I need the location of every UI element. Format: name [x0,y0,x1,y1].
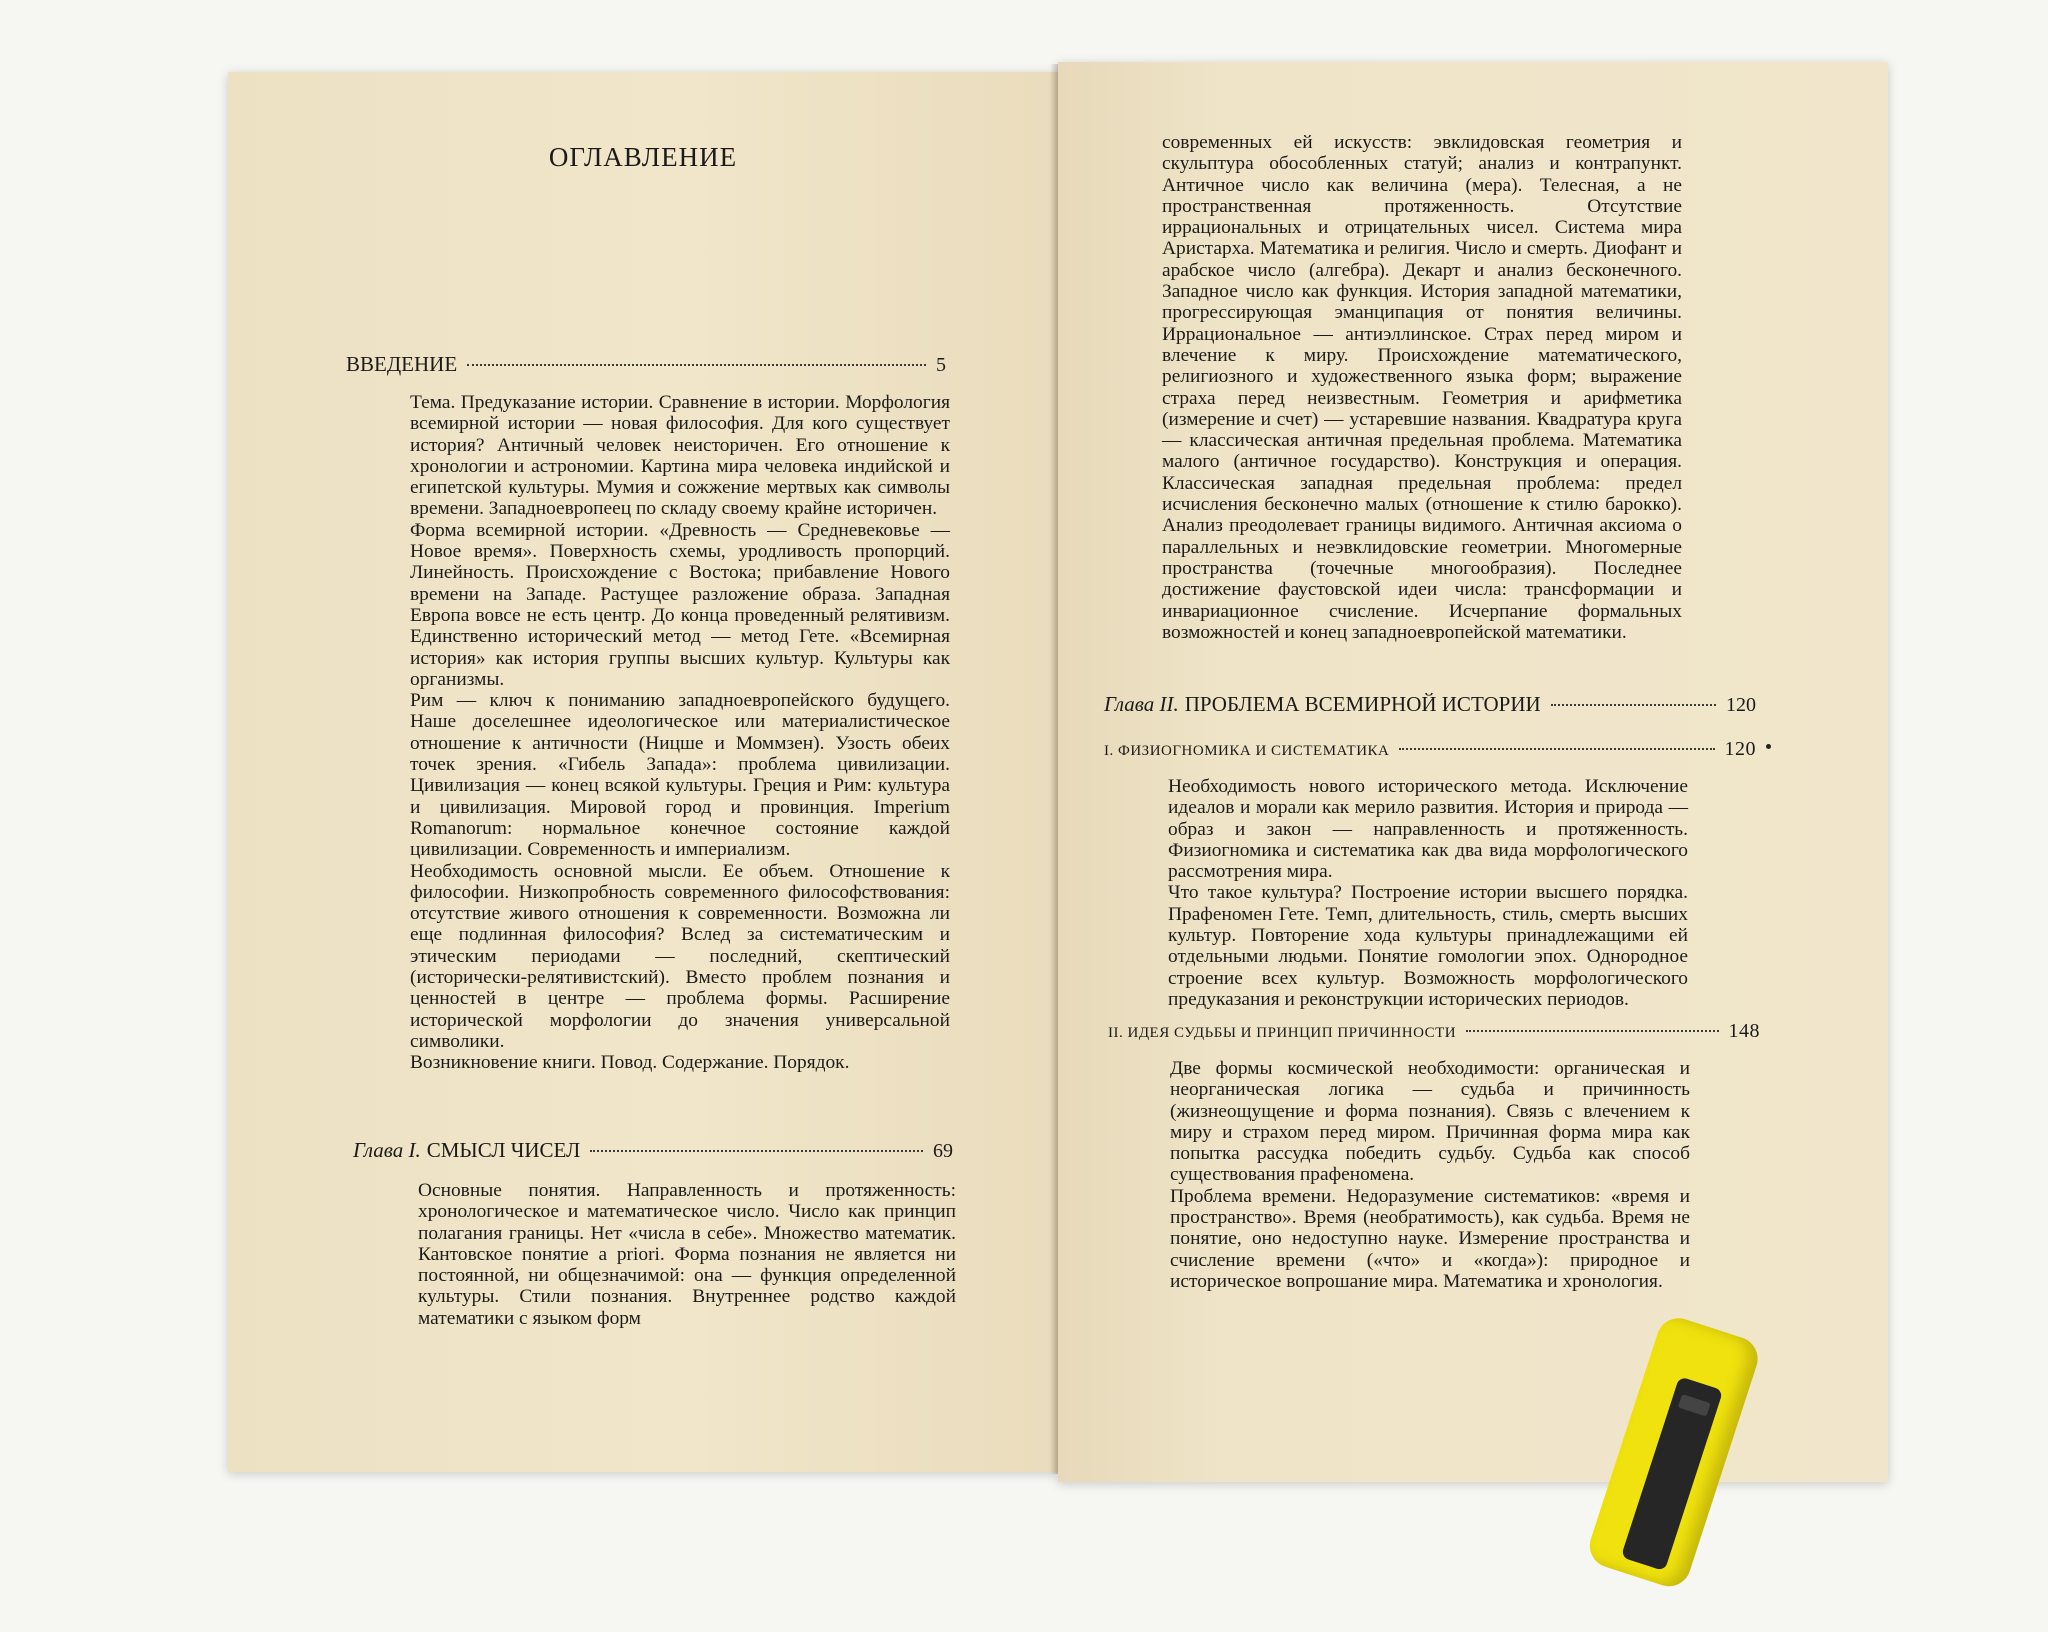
intro-paragraph: Форма всемирной истории. «Древность — Средневековье — Новое время». Поверхность схемы, уродливость пропорций. Линейность. Происхождение с Востока; прибавление Нового времени на Западе. Растущее разложение образа. Западная Европа вовсе не есть центр. До конца проведенный релятивизм. Единственно исторический метод — метод Гете. «Всемирная история» как история группы высших культур. Культуры как организмы. [410,519,950,690]
left-page [228,72,1058,1472]
chapter-1-paragraph: Основные понятия. Направленность и протяженность: хронологическое и математическое число. Число как принцип полагания границы. Нет «числа в себе». Множество математик. Кантовское понятие a priori. Форма познания не является ни постоянной, ни общезначимой: она — функция определенной культуры. Стили познания. Внутреннее родство каждой математики с языком форм [418,1180,956,1329]
intro-paragraph: Возникновение книги. Повод. Содержание. Порядок. [410,1052,850,1074]
chapter-1-prefix: Глава I. [353,1138,421,1162]
toc-entry-section-2 [1108,1020,1760,1043]
intro-description [410,392,950,1074]
intro-paragraph: Тема. Предуказание истории. Сравнение в истории. Морфология всемирной истории — новая философия. Для кого существует история? Античный человек неисторичен. Его отношение к хронологии и астрономии. Картина мира человека индийской и египетской культуры. Мумия и сожжение мертвых как символы времени. Западноевропеец по складу своему крайне историчен. [410,392,950,520]
dot-leader [1466,1030,1718,1032]
intro-page-number: 5 [936,354,946,376]
toc-entry-chapter-1 [353,1138,953,1163]
section-2-page-number: 148 [1728,1020,1760,1042]
chapter-2-prefix: Глава II. [1104,692,1179,716]
section-1-description [1168,776,1688,1010]
dot-leader [590,1150,923,1152]
section-1-paragraph: Что такое культура? Построение истории высшего порядка. Прафеномен Гете. Темп, длительность, стиль, смерть высших культур. Повторение хода культуры принадлежащими ей отдельными людьми. Понятие гомологии эпох. Однородное строение всех культур. Возможность морфологического предуказания и реконструкции исторических периодов. [1168,882,1688,1010]
page-title: ОГЛАВЛЕНИЕ [548,142,738,172]
continuation-paragraph: современных ей искусств: эвклидовская геометрия и скульптура обособленных статуй; анализ и контрапункт. Античное число как величина (мера). Телесная, а не пространственная протяженность. Отсутствие иррациональных и отрицательных чисел. Система мира Аристарха. Математика и религия. Число и смерть. Диофант и арабское число (алгебра). Декарт и анализ бесконечного. Западное число как функция. История западной математики, прогрессирующая эманципация от понятия величины. Иррациональное — антиэллинское. Страх перед миром и влечение к миру. Происхождение математического, религиозного и художественного языка форм; выражение страха перед неизвестным. Геометрия и арифметика (измерение и счет) — устаревшие названия. Квадратура круга — классическая античная предельная проблема. Математика малого (античное государство). Конструкция и операция. Классическая западная предельная проблема: предел исчисления бесконечно малых (отношение к стилю барокко). Анализ преодолевает границы видимого. Античная аксиома о параллельных и неэвклидовские геометрии. Многомерные пространства (точечные многообразия). Последнее достижение фаустовской идеи числа: трансформации и инвариационное счисление. Исчерпание формальных возможностей и конец западноевропейской математики. [1162,132,1682,643]
section-2-paragraph: Две формы космической необходимости: органическая и неорганическая логика — судьба и причинность (жизнеощущение и форма познания). Связь с влечением к миру и страхом перед миром. Причинная форма мира как попытка рассудка победить судьбу. Судьба как способ существования прафеномена. [1170,1058,1690,1186]
intro-paragraph: Необходимость основной мысли. Ее объем. Отношение к философии. Низкопробность современного философствования: отсутствие живого отношения к современности. Возможна ли еще подлинная философия? Вслед за систематическим и этическим периодами — последний, скептический (исторически-релятивистский). Вместо проблем познания и ценностей в центре — проблема формы. Расширение исторической морфологии до значения универсальной символики. [410,860,950,1052]
toc-entry-chapter-2 [1104,692,1756,717]
dot-leader [1399,748,1714,750]
dot-leader [1551,704,1716,706]
paper-speck [1766,744,1771,749]
section-1-page-number: 120 [1724,738,1756,760]
section-1-paragraph: Необходимость нового исторического метода. Исключение идеалов и морали как мерило развития. История и природа — образ и закон — направленность и протяженность. Физиогномика и систематика как два вида морфологического рассмотрения мира. [1168,776,1688,883]
chapter-1-label: СМЫСЛ ЧИСЕЛ [426,1138,581,1162]
chapter-1-continuation [1162,132,1682,643]
right-page [1058,62,1888,1482]
intro-paragraph: Рим — ключ к пониманию западноевропейского будущего. Наше доселешнее идеологическое или материалистическое отношение к античности (Ницше и Моммзен). Узость обеих точек зрения. «Гибель Запада»: проблема цивилизации. Цивилизация — конец всякой культуры. Греция и Рим: культура и цивилизация. Мировой город и провинция. Imperium Romanorum: нормальное конечное состояние каждой цивилизации. Современность и империализм. [410,690,950,861]
intro-label: ВВЕДЕНИЕ [346,352,458,376]
chapter-2-label: ПРОБЛЕМА ВСЕМИРНОЙ ИСТОРИИ [1184,692,1541,716]
chapter-2-page-number: 120 [1726,694,1756,716]
chapter-1-description [418,1180,956,1329]
chapter-1-page-number: 69 [933,1140,953,1162]
toc-entry-intro [346,352,946,377]
section-1-label: I. ФИЗИОГНОМИКА И СИСТЕМАТИКА [1104,743,1390,759]
section-2-paragraph: Проблема времени. Недоразумение систематиков: «время и пространство». Время (необратимость), как судьба. Время не понятие, оно недоступно науке. Измерение пространства и счисление времени («что» и «когда»): природное и историческое вопрошание мира. Математика и хронология. [1170,1185,1690,1292]
section-2-label: II. ИДЕЯ СУДЬБЫ И ПРИНЦИП ПРИЧИННОСТИ [1108,1025,1457,1041]
dot-leader [467,364,926,366]
toc-entry-section-1 [1104,738,1756,761]
section-2-description [1170,1058,1690,1292]
